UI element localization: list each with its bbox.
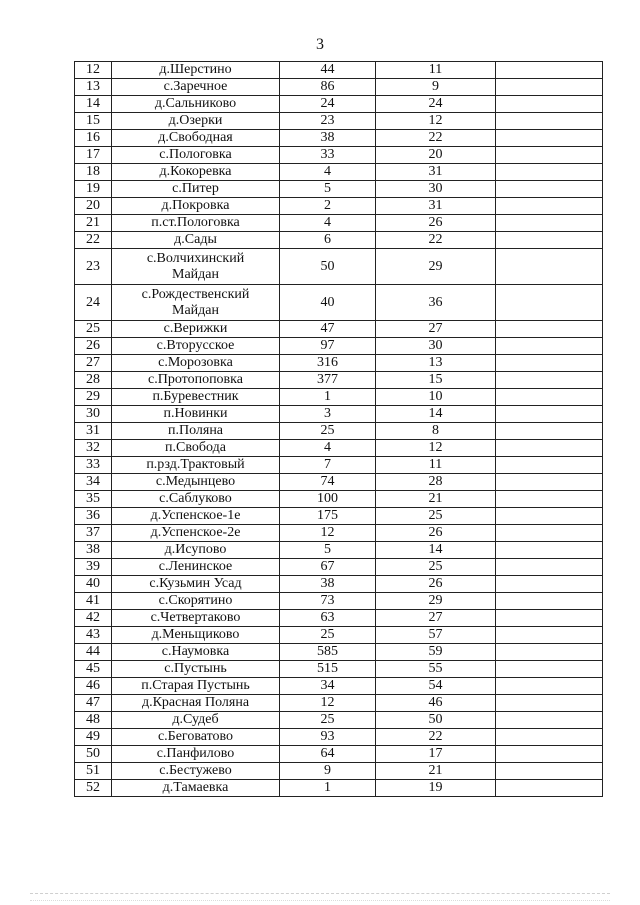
value-3-cell (496, 542, 603, 559)
value-3-cell (496, 96, 603, 113)
table-row (75, 423, 603, 440)
settlement-name-cell: с.Заречное (112, 79, 280, 96)
value-2-cell: 26 (376, 576, 496, 593)
value-3-cell (496, 321, 603, 338)
settlement-name-cell: с.Питер (112, 181, 280, 198)
value-1-cell: 97 (280, 338, 376, 355)
settlement-name-cell: п.Свобода (112, 440, 280, 457)
value-1-cell: 50 (280, 249, 376, 285)
value-2-cell: 25 (376, 559, 496, 576)
table-row (75, 113, 603, 130)
value-3-cell (496, 215, 603, 232)
row-number-cell: 44 (75, 644, 112, 661)
table-row (75, 593, 603, 610)
value-1-cell: 74 (280, 474, 376, 491)
table-row (75, 164, 603, 181)
row-number-cell: 20 (75, 198, 112, 215)
settlement-name-cell (112, 285, 280, 321)
row-number-cell: 34 (75, 474, 112, 491)
row-number-cell: 24 (75, 285, 112, 321)
settlement-name-cell: д.Кокоревка (112, 164, 280, 181)
value-3-cell (496, 147, 603, 164)
row-number-cell: 38 (75, 542, 112, 559)
table-row (75, 525, 603, 542)
value-3-cell (496, 508, 603, 525)
settlement-name-line-2: Майдан (172, 302, 219, 318)
settlement-name-cell: д.Свободная (112, 130, 280, 147)
value-1-cell: 40 (280, 285, 376, 321)
value-1-cell: 5 (280, 542, 376, 559)
row-number-cell: 47 (75, 695, 112, 712)
settlement-name-cell: д.Шерстино (112, 62, 280, 79)
row-number-cell: 28 (75, 372, 112, 389)
value-3-cell (496, 491, 603, 508)
value-1-cell: 3 (280, 406, 376, 423)
value-2-cell: 11 (376, 62, 496, 79)
row-number-cell: 39 (75, 559, 112, 576)
row-number-cell: 13 (75, 79, 112, 96)
table-row (75, 678, 603, 695)
value-3-cell (496, 644, 603, 661)
table-row (75, 215, 603, 232)
settlement-name-cell: д.Успенское-2е (112, 525, 280, 542)
value-1-cell: 25 (280, 627, 376, 644)
value-2-cell: 24 (376, 96, 496, 113)
table-row (75, 661, 603, 678)
row-number-cell: 41 (75, 593, 112, 610)
value-2-cell: 10 (376, 389, 496, 406)
settlement-name-cell: с.Пустынь (112, 661, 280, 678)
value-2-cell: 8 (376, 423, 496, 440)
value-2-cell: 22 (376, 232, 496, 249)
value-3-cell (496, 389, 603, 406)
table-row (75, 232, 603, 249)
settlement-name-cell: с.Протопоповка (112, 372, 280, 389)
settlement-name-cell: д.Сальниково (112, 96, 280, 113)
value-3-cell (496, 285, 603, 321)
value-2-cell: 46 (376, 695, 496, 712)
value-2-cell: 14 (376, 406, 496, 423)
settlement-name-cell: с.Бестужево (112, 763, 280, 780)
value-1-cell: 6 (280, 232, 376, 249)
table-row (75, 763, 603, 780)
value-1-cell: 515 (280, 661, 376, 678)
value-2-cell: 50 (376, 712, 496, 729)
row-number-cell: 32 (75, 440, 112, 457)
settlement-name-cell: с.Четвертаково (112, 610, 280, 627)
value-1-cell: 2 (280, 198, 376, 215)
value-3-cell (496, 576, 603, 593)
value-2-cell: 15 (376, 372, 496, 389)
table-row (75, 746, 603, 763)
row-number-cell: 33 (75, 457, 112, 474)
value-2-cell: 25 (376, 508, 496, 525)
value-2-cell: 30 (376, 181, 496, 198)
settlement-name-cell: с.Пологовка (112, 147, 280, 164)
value-3-cell (496, 113, 603, 130)
settlement-name-cell: д.Успенское-1е (112, 508, 280, 525)
value-1-cell: 5 (280, 181, 376, 198)
table-row (75, 389, 603, 406)
row-number-cell: 25 (75, 321, 112, 338)
settlement-name-cell: д.Озерки (112, 113, 280, 130)
table-row (75, 559, 603, 576)
value-3-cell (496, 198, 603, 215)
row-number-cell: 23 (75, 249, 112, 285)
row-number-cell: 16 (75, 130, 112, 147)
settlement-name-cell: п.Новинки (112, 406, 280, 423)
settlement-name-cell: с.Медынцево (112, 474, 280, 491)
page-number: 3 (316, 36, 324, 53)
value-1-cell: 86 (280, 79, 376, 96)
table-row (75, 130, 603, 147)
value-2-cell: 29 (376, 593, 496, 610)
table-row (75, 285, 603, 321)
value-1-cell: 9 (280, 763, 376, 780)
settlement-name-cell: д.Исупово (112, 542, 280, 559)
value-2-cell: 11 (376, 457, 496, 474)
value-2-cell: 55 (376, 661, 496, 678)
table-row (75, 96, 603, 113)
value-2-cell: 22 (376, 729, 496, 746)
settlement-name-cell: п.рзд.Трактовый (112, 457, 280, 474)
settlement-name-cell: п.Старая Пустынь (112, 678, 280, 695)
value-3-cell (496, 746, 603, 763)
value-3-cell (496, 355, 603, 372)
value-3-cell (496, 627, 603, 644)
row-number-cell: 45 (75, 661, 112, 678)
table-row (75, 406, 603, 423)
value-3-cell (496, 610, 603, 627)
settlement-name-cell: д.Меньщиково (112, 627, 280, 644)
settlement-name-cell: д.Тамаевка (112, 780, 280, 797)
table-row (75, 440, 603, 457)
value-1-cell: 24 (280, 96, 376, 113)
value-2-cell: 14 (376, 542, 496, 559)
value-3-cell (496, 559, 603, 576)
settlement-name-cell: д.Покровка (112, 198, 280, 215)
value-3-cell (496, 249, 603, 285)
value-3-cell (496, 593, 603, 610)
value-3-cell (496, 661, 603, 678)
value-3-cell (496, 406, 603, 423)
table-row (75, 695, 603, 712)
value-2-cell: 9 (376, 79, 496, 96)
value-2-cell: 12 (376, 440, 496, 457)
value-3-cell (496, 338, 603, 355)
value-1-cell: 47 (280, 321, 376, 338)
value-1-cell: 25 (280, 423, 376, 440)
value-2-cell: 26 (376, 215, 496, 232)
value-2-cell: 13 (376, 355, 496, 372)
row-number-cell: 46 (75, 678, 112, 695)
table-row (75, 79, 603, 96)
value-2-cell: 19 (376, 780, 496, 797)
value-1-cell: 585 (280, 644, 376, 661)
value-1-cell: 33 (280, 147, 376, 164)
settlement-name-line-1: с.Волчихинский (146, 250, 245, 266)
value-1-cell: 316 (280, 355, 376, 372)
row-number-cell: 36 (75, 508, 112, 525)
table-row (75, 610, 603, 627)
table-row (75, 181, 603, 198)
table-row (75, 491, 603, 508)
table-row (75, 355, 603, 372)
value-2-cell: 17 (376, 746, 496, 763)
row-number-cell: 42 (75, 610, 112, 627)
row-number-cell: 21 (75, 215, 112, 232)
value-3-cell (496, 62, 603, 79)
value-1-cell: 175 (280, 508, 376, 525)
value-2-cell: 21 (376, 491, 496, 508)
row-number-cell: 35 (75, 491, 112, 508)
table-row (75, 457, 603, 474)
value-1-cell: 25 (280, 712, 376, 729)
settlement-name-cell: с.Верижки (112, 321, 280, 338)
value-2-cell: 59 (376, 644, 496, 661)
value-3-cell (496, 457, 603, 474)
settlement-name-cell: с.Скорятино (112, 593, 280, 610)
value-1-cell: 4 (280, 440, 376, 457)
settlement-name-cell: п.Буревестник (112, 389, 280, 406)
settlement-name-cell: с.Беговатово (112, 729, 280, 746)
row-number-cell: 52 (75, 780, 112, 797)
value-1-cell: 1 (280, 780, 376, 797)
table-row (75, 712, 603, 729)
value-1-cell: 63 (280, 610, 376, 627)
value-2-cell: 12 (376, 113, 496, 130)
row-number-cell: 50 (75, 746, 112, 763)
table-row (75, 198, 603, 215)
table-row (75, 338, 603, 355)
settlement-name-cell: с.Кузьмин Усад (112, 576, 280, 593)
value-3-cell (496, 525, 603, 542)
value-1-cell: 38 (280, 130, 376, 147)
value-1-cell: 4 (280, 164, 376, 181)
table-row (75, 321, 603, 338)
value-3-cell (496, 695, 603, 712)
table-row (75, 576, 603, 593)
value-3-cell (496, 678, 603, 695)
value-1-cell: 67 (280, 559, 376, 576)
value-1-cell: 73 (280, 593, 376, 610)
settlement-name-line-1: с.Рождественский (141, 286, 250, 302)
table-row (75, 249, 603, 285)
settlement-name-cell: п.ст.Пологовка (112, 215, 280, 232)
settlement-name-cell: с.Наумовка (112, 644, 280, 661)
table-row (75, 729, 603, 746)
table-row (75, 474, 603, 491)
value-1-cell: 12 (280, 525, 376, 542)
settlements-table (74, 61, 603, 797)
value-2-cell: 31 (376, 164, 496, 181)
value-1-cell: 377 (280, 372, 376, 389)
settlement-name-line-2: Майдан (172, 266, 219, 282)
row-number-cell: 40 (75, 576, 112, 593)
value-2-cell: 20 (376, 147, 496, 164)
row-number-cell: 18 (75, 164, 112, 181)
row-number-cell: 48 (75, 712, 112, 729)
table-row (75, 147, 603, 164)
value-3-cell (496, 423, 603, 440)
value-3-cell (496, 729, 603, 746)
row-number-cell: 29 (75, 389, 112, 406)
value-1-cell: 34 (280, 678, 376, 695)
value-2-cell: 28 (376, 474, 496, 491)
settlement-name-cell: с.Саблуково (112, 491, 280, 508)
value-2-cell: 30 (376, 338, 496, 355)
value-1-cell: 38 (280, 576, 376, 593)
value-2-cell: 57 (376, 627, 496, 644)
settlement-name-cell: п.Поляна (112, 423, 280, 440)
value-2-cell: 22 (376, 130, 496, 147)
value-1-cell: 64 (280, 746, 376, 763)
row-number-cell: 17 (75, 147, 112, 164)
value-1-cell: 23 (280, 113, 376, 130)
settlement-name-cell (112, 249, 280, 285)
row-number-cell: 27 (75, 355, 112, 372)
scan-artifact-line (30, 893, 610, 901)
row-number-cell: 22 (75, 232, 112, 249)
row-number-cell: 15 (75, 113, 112, 130)
value-3-cell (496, 79, 603, 96)
value-3-cell (496, 164, 603, 181)
value-1-cell: 44 (280, 62, 376, 79)
value-1-cell: 4 (280, 215, 376, 232)
settlement-name-cell: д.Судеб (112, 712, 280, 729)
row-number-cell: 49 (75, 729, 112, 746)
value-2-cell: 54 (376, 678, 496, 695)
settlement-name-cell: с.Ленинское (112, 559, 280, 576)
value-1-cell: 100 (280, 491, 376, 508)
table-row (75, 62, 603, 79)
settlement-name-cell: д.Красная Поляна (112, 695, 280, 712)
settlement-name-cell: с.Морозовка (112, 355, 280, 372)
value-1-cell: 1 (280, 389, 376, 406)
table-row (75, 508, 603, 525)
table-row (75, 780, 603, 797)
value-2-cell: 27 (376, 321, 496, 338)
row-number-cell: 26 (75, 338, 112, 355)
table-row (75, 542, 603, 559)
row-number-cell: 31 (75, 423, 112, 440)
table-row (75, 372, 603, 389)
value-2-cell: 29 (376, 249, 496, 285)
value-3-cell (496, 232, 603, 249)
value-2-cell: 31 (376, 198, 496, 215)
value-1-cell: 7 (280, 457, 376, 474)
settlements-table-body (75, 62, 603, 797)
row-number-cell: 37 (75, 525, 112, 542)
value-3-cell (496, 130, 603, 147)
value-3-cell (496, 440, 603, 457)
value-1-cell: 93 (280, 729, 376, 746)
settlement-name-cell: с.Панфилово (112, 746, 280, 763)
value-2-cell: 36 (376, 285, 496, 321)
table-row (75, 627, 603, 644)
settlement-name-cell: с.Вторусское (112, 338, 280, 355)
value-2-cell: 27 (376, 610, 496, 627)
value-3-cell (496, 763, 603, 780)
value-2-cell: 26 (376, 525, 496, 542)
value-3-cell (496, 372, 603, 389)
row-number-cell: 12 (75, 62, 112, 79)
value-3-cell (496, 474, 603, 491)
row-number-cell: 43 (75, 627, 112, 644)
value-2-cell: 21 (376, 763, 496, 780)
value-1-cell: 12 (280, 695, 376, 712)
row-number-cell: 14 (75, 96, 112, 113)
value-3-cell (496, 712, 603, 729)
settlement-name-cell: д.Сады (112, 232, 280, 249)
row-number-cell: 19 (75, 181, 112, 198)
value-3-cell (496, 181, 603, 198)
value-3-cell (496, 780, 603, 797)
table-row (75, 644, 603, 661)
row-number-cell: 30 (75, 406, 112, 423)
row-number-cell: 51 (75, 763, 112, 780)
